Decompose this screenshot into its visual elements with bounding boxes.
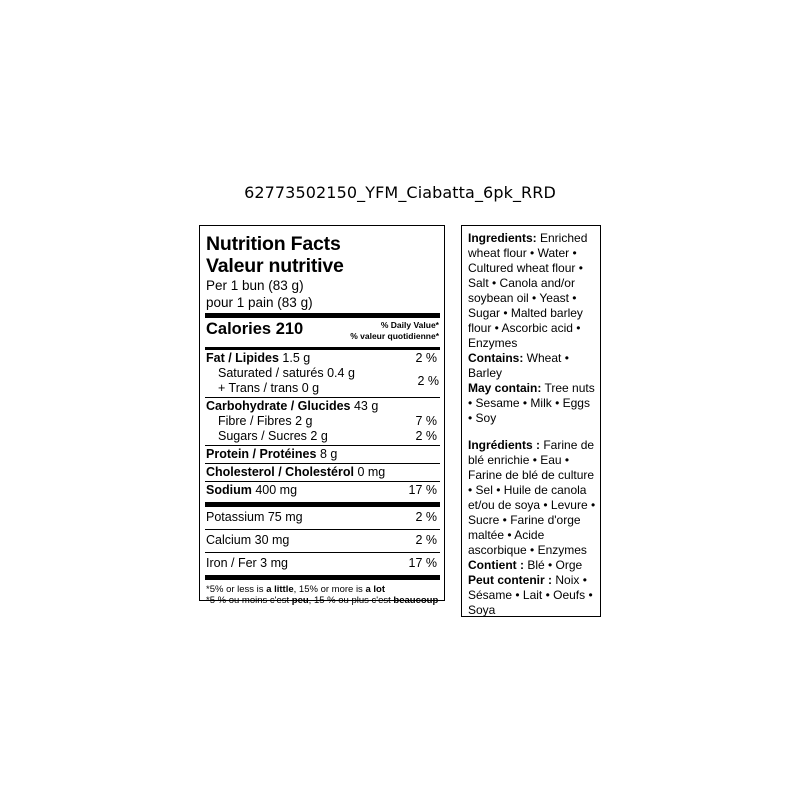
footnote-fr: *5 % ou moins c'est peu, 15 % ou plus c'est beaucoup (206, 595, 439, 606)
protein-group (206, 446, 439, 463)
daily-value-header-en: % Daily Value* (380, 320, 439, 330)
protein-label: Protein / Protéines (206, 447, 317, 461)
footnote (206, 580, 439, 606)
nutrition-title-fr: Valeur nutritive (206, 255, 344, 277)
fat-label: Fat / Lipides (206, 351, 279, 365)
file-name-caption: 62773502150_YFM_Ciabatta_6pk_RRD (244, 183, 556, 202)
protein-amount: 8 g (319, 447, 338, 461)
ingredients-panel (461, 225, 601, 617)
cholesterol-row (206, 465, 439, 480)
nutrition-facts-panel (199, 225, 445, 606)
serving-size-en: Per 1 bun (83 g) (206, 278, 304, 293)
sodium-amount: 400 mg (255, 483, 298, 497)
fat-group (206, 350, 439, 397)
fibre-label: Fibre / Fibres 2 g (218, 414, 313, 428)
ingredients-fr: Ingrédients : Farine de blé enrichie • Eau • Farine de blé de culture • Sel • Huile de canola et/ou de soya • Levure • Sucre • Farine d'orge maltée • Acide ascorbique • Enzymes (468, 438, 596, 557)
carbohydrate-label: Carbohydrate / Glucides (206, 399, 351, 413)
calcium-dv: 2 % (415, 533, 437, 547)
iron-row (206, 556, 439, 571)
calcium-label: Calcium 30 mg (206, 533, 290, 547)
cholesterol-label: Cholesterol / Cholestérol (206, 465, 354, 479)
contient-fr: Contient : Blé • Orge (468, 558, 583, 572)
potassium-dv: 2 % (415, 510, 437, 524)
carbohydrate-amount: 43 g (353, 399, 379, 413)
fibre-row (206, 414, 439, 429)
calories-row (206, 318, 439, 347)
fat-dv: 2 % (415, 351, 437, 365)
sodium-row (206, 483, 439, 498)
sodium-group (206, 482, 439, 499)
trans-label: + Trans / trans 0 g (218, 381, 320, 395)
serving-size-fr: pour 1 pain (83 g) (206, 295, 313, 310)
fat-amount: 1.5 g (282, 351, 311, 365)
carbohydrate-row (206, 399, 439, 414)
daily-value-header-fr: % valeur quotidienne* (350, 331, 439, 341)
saturated-label: Saturated / saturés 0.4 g (218, 366, 355, 380)
ingredients-en: Ingredients: Enriched wheat flour • Water • Cultured wheat flour • Salt • Canola and/or soybean oil • Yeast • Sugar • Malted barley flour • Ascorbic acid • Enzymes (468, 231, 588, 350)
fat-row (206, 351, 439, 366)
potassium-row (206, 510, 439, 525)
sugars-dv: 2 % (415, 429, 437, 443)
calories-label: Calories 210 (206, 320, 304, 338)
nutrition-title-en: Nutrition Facts (206, 233, 341, 255)
daily-value-header (350, 319, 439, 342)
fibre-dv: 7 % (415, 414, 437, 428)
saturated-trans-dv: 2 % (417, 373, 439, 388)
sugars-label: Sugars / Sucres 2 g (218, 429, 328, 443)
carbohydrate-group (206, 398, 439, 445)
potassium-label: Potassium 75 mg (206, 510, 303, 524)
potassium-group (206, 507, 439, 526)
iron-group (206, 553, 439, 572)
protein-row (206, 447, 439, 462)
contains-en: Contains: Wheat • Barley (468, 351, 569, 380)
sodium-label: Sodium (206, 483, 252, 497)
sugars-row (206, 429, 439, 444)
cholesterol-amount: 0 mg (357, 465, 386, 479)
iron-label: Iron / Fer 3 mg (206, 556, 288, 570)
calcium-group (206, 530, 439, 549)
iron-dv: 17 % (408, 556, 437, 570)
may-contain-en: May contain: Tree nuts • Sesame • Milk • Eggs • Soy (468, 381, 595, 425)
footnote-en: *5% or less is a little, 15% or more is a lot (206, 584, 385, 595)
cholesterol-group (206, 464, 439, 481)
saturated-trans-row (206, 366, 439, 396)
peut-contenir-fr: Peut contenir : Noix • Sésame • Lait • Oeufs • Soya (468, 573, 593, 617)
sodium-dv: 17 % (408, 483, 437, 497)
calcium-row (206, 533, 439, 548)
